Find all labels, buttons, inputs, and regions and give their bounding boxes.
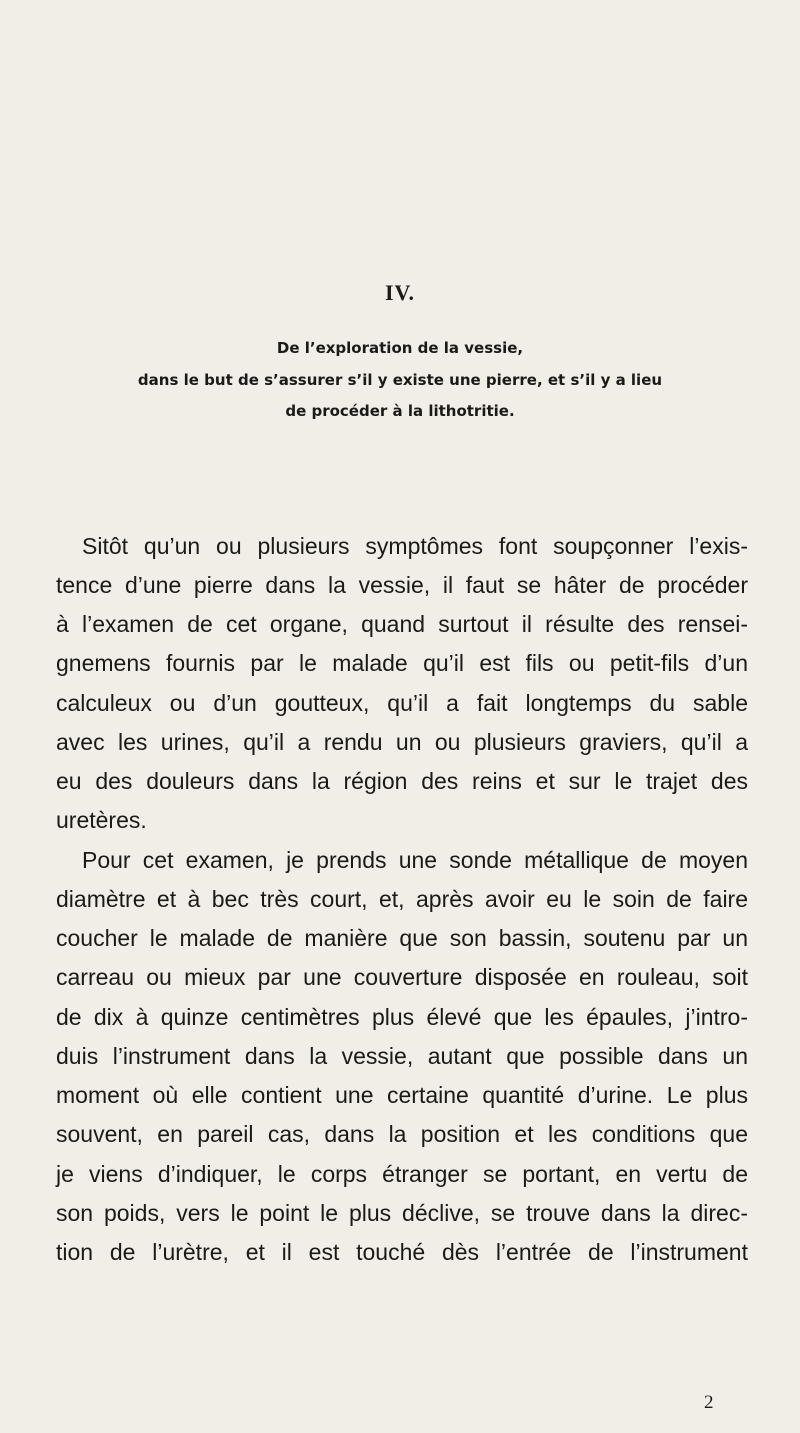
text-line: diamètre et à bec très court, et, après avoir eu le soin de faire bbox=[56, 886, 748, 912]
text-line: Pour cet examen, je prends une sonde métallique de moyen bbox=[82, 847, 748, 873]
chapter-heading-line-1: De l’exploration de la vessie, bbox=[276, 339, 524, 357]
text-line: je viens d’indiquer, le corps étranger se portant, en vertu de bbox=[56, 1161, 748, 1187]
page-number: 2 bbox=[704, 1392, 714, 1413]
text-line: tence d’une pierre dans la vessie, il faut se hâter de procéder bbox=[56, 572, 748, 598]
text-line: Sitôt qu’un ou plusieurs symptômes font soupçonner l’exis- bbox=[82, 533, 748, 559]
text-line: calculeux ou d’un goutteux, qu’il a fait longtemps du sable bbox=[56, 690, 748, 716]
text-line: gnemens fournis par le malade qu’il est fils ou petit-fils d’un bbox=[56, 650, 748, 676]
text-line: coucher le malade de manière que son bassin, soutenu par un bbox=[56, 925, 748, 951]
text-line: souvent, en pareil cas, dans la position et les conditions que bbox=[56, 1121, 748, 1147]
chapter-heading-line-3: de procéder à la lithotritie. bbox=[285, 402, 515, 420]
text-line: carreau ou mieux par une couverture disposée en rouleau, soit bbox=[56, 964, 748, 990]
text-line: tion de l’urètre, et il est touché dès l’entrée de l’instrument bbox=[56, 1239, 748, 1265]
text-line: son poids, vers le point le plus déclive, se trouve dans la direc- bbox=[56, 1200, 748, 1226]
text-line: à l’examen de cet organe, quand surtout il résulte des rensei- bbox=[56, 611, 748, 637]
chapter-heading-line-2: dans le but de s’assurer s’il y existe une pierre, et s’il y a lieu bbox=[137, 371, 663, 389]
text-line: eu des douleurs dans la région des reins et sur le trajet des bbox=[56, 768, 748, 794]
text-line: de dix à quinze centimètres plus élevé que les épaules, j’intro- bbox=[56, 1004, 748, 1030]
text-line: avec les urines, qu’il a rendu un ou plusieurs graviers, qu’il a bbox=[56, 729, 748, 755]
chapter-number: IV. bbox=[384, 280, 416, 305]
text-line: uretères. bbox=[56, 807, 147, 833]
text-line: moment où elle contient une certaine quantité d’urine. Le plus bbox=[56, 1082, 748, 1108]
text-line: duis l’instrument dans la vessie, autant que possible dans un bbox=[56, 1043, 748, 1069]
